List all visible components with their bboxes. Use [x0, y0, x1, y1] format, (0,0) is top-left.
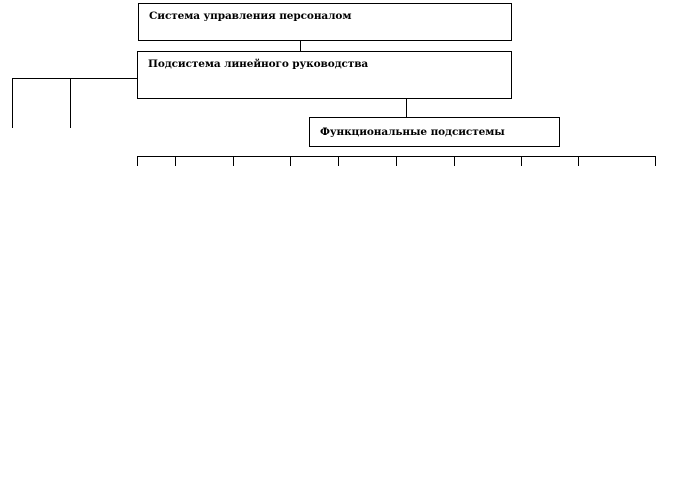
- connector-left-drop-2: [70, 78, 71, 128]
- node-label: Подсистема линейного руководства: [148, 58, 369, 70]
- connector-bottom-drop: [175, 156, 176, 166]
- node-personnel-management-system: [138, 3, 512, 41]
- connector-bottom-drop: [521, 156, 522, 166]
- connector-bottom-drop: [396, 156, 397, 166]
- connector-bottom-drop: [578, 156, 579, 166]
- connector-left-drop-1: [12, 78, 13, 128]
- connector-bottom-drop: [290, 156, 291, 166]
- connector-middle-functional: [406, 99, 407, 118]
- node-functional-subsystems: [309, 117, 560, 147]
- node-label: Функциональные подсистемы: [320, 126, 505, 138]
- connector-bottom-drop: [454, 156, 455, 166]
- connector-left-branch: [12, 78, 137, 79]
- node-line-management-subsystem: [137, 51, 512, 99]
- connector-bottom-drop: [338, 156, 339, 166]
- connector-bottom-drop: [137, 156, 138, 166]
- connector-top-middle: [300, 41, 301, 51]
- connector-bottom-drop: [655, 156, 656, 166]
- connector-bottom-drop: [233, 156, 234, 166]
- node-label: Система управления персоналом: [149, 10, 352, 22]
